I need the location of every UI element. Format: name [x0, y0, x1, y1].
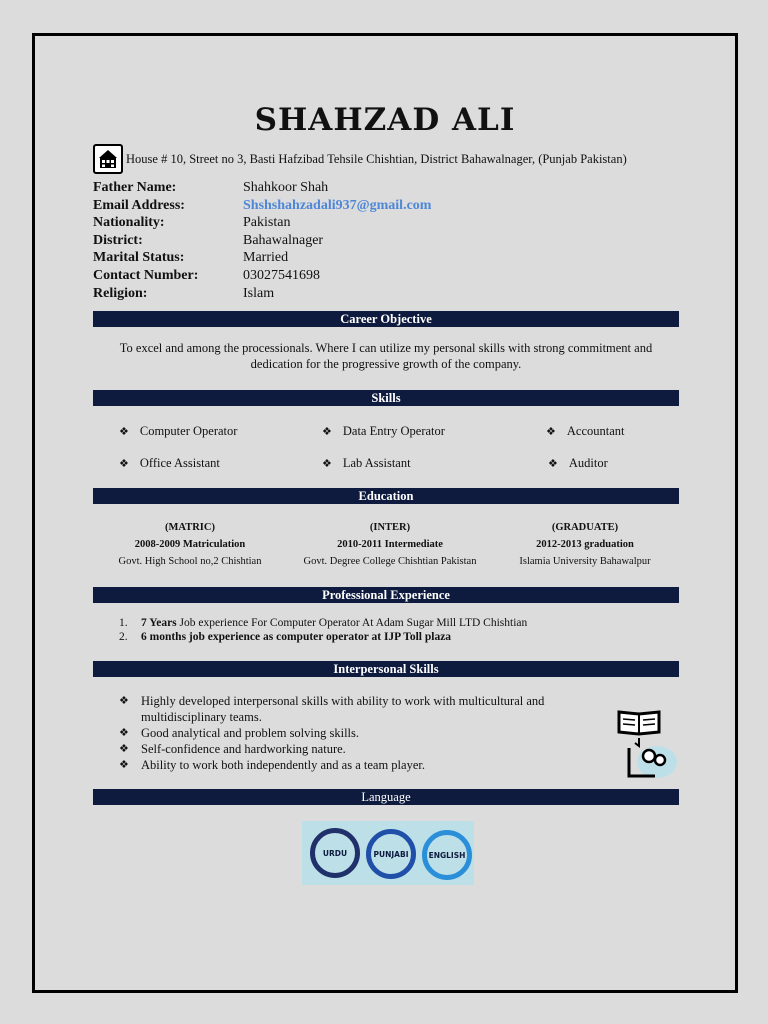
education-level: (MATRIC) — [165, 522, 215, 533]
experience-bold: 6 months job experience as computer operator at IJP Toll plaza — [141, 631, 452, 643]
candidate-name: SHAHZAD ALI — [254, 102, 516, 138]
education-entry — [490, 519, 680, 570]
info-value: Shahkoor Shah — [243, 180, 329, 195]
language-circle — [310, 828, 360, 878]
skill-item — [322, 456, 411, 471]
language-circle — [366, 829, 416, 879]
experience-item — [119, 617, 527, 629]
info-row-religion — [93, 285, 431, 303]
info-label: Marital Status: — [93, 250, 185, 266]
objective-text: To excel and among the processionals. Where I can utilize my personal skills with strong commitment and dedication for the progressive growth of the company. — [119, 341, 653, 371]
info-row-marital — [93, 249, 431, 267]
list-number: 2. — [119, 631, 128, 643]
experience-heading: Professional Experience — [93, 587, 679, 603]
education-entry — [95, 519, 285, 570]
bullet-icon: ❖ — [322, 426, 332, 438]
education-institute: Islamia University Bahawalpur — [519, 556, 651, 567]
skill-item — [548, 456, 608, 471]
language-label: URDU — [322, 848, 348, 858]
experience-text: Job experience For Computer Operator At Adam Sugar Mill LTD Chishtian — [176, 617, 528, 629]
skill-label: Auditor — [568, 456, 608, 470]
house-icon — [93, 144, 123, 174]
info-label: Religion: — [93, 285, 148, 301]
book-gear-icon — [615, 708, 679, 789]
info-value: Married — [243, 250, 289, 266]
bullet-icon: ❖ — [546, 426, 556, 438]
education-level: (INTER) — [369, 522, 411, 533]
language-circle — [422, 830, 472, 880]
education-institute: Govt. High School no,2 Chishtian — [118, 556, 262, 567]
interpersonal-item — [119, 693, 589, 725]
language-heading: Language — [93, 789, 679, 805]
experience-item — [119, 631, 451, 643]
interpersonal-text: Ability to work both independently and as a team player. — [141, 758, 425, 772]
skills-heading: Skills — [93, 390, 679, 406]
bullet-icon: ❖ — [119, 727, 129, 739]
experience-bold: 7 Years — [141, 617, 177, 629]
bullet-icon: ❖ — [548, 458, 558, 470]
info-label: Contact Number: — [93, 267, 199, 283]
education-institute: Govt. Degree College Chishtian Pakistan — [303, 556, 477, 567]
interpersonal-text: Self-confidence and hardworking nature. — [141, 742, 346, 756]
info-row-district — [93, 232, 431, 250]
education-degree: 2012-2013 graduation — [536, 539, 634, 550]
info-value: Pakistan — [243, 215, 291, 231]
info-value: 03027541698 — [243, 267, 320, 283]
resume-page — [32, 33, 738, 993]
bullet-icon: ❖ — [119, 759, 129, 771]
bullet-icon: ❖ — [322, 458, 332, 470]
interpersonal-item — [119, 757, 589, 773]
info-value: Bahawalnager — [243, 232, 324, 248]
list-number: 1. — [119, 617, 128, 629]
info-row-father — [93, 179, 431, 197]
skill-item — [119, 456, 220, 471]
info-label: Nationality: — [93, 215, 165, 231]
language-label: ENGLISH — [428, 850, 466, 860]
skill-item — [119, 424, 237, 439]
education-level: (GRADUATE) — [551, 522, 619, 533]
interpersonal-item — [119, 725, 589, 741]
skill-label: Office Assistant — [139, 456, 220, 470]
info-label: Email Address: — [93, 197, 185, 213]
info-row-contact — [93, 267, 431, 285]
bullet-icon: ❖ — [119, 426, 129, 438]
info-value: Islam — [243, 285, 275, 301]
language-panel — [302, 821, 474, 885]
skill-label: Computer Operator — [139, 424, 238, 438]
language-label: PUNJABI — [373, 849, 409, 859]
email-link[interactable]: Shshshahzadali937@gmail.com — [243, 197, 432, 213]
address-text: House # 10, Street no 3, Basti Hafzibad Tehsile Chishtian, District Bahawalnager, (Punjab Pakistan) — [126, 151, 627, 166]
info-row-nationality — [93, 214, 431, 232]
education-entry — [295, 519, 485, 570]
interpersonal-heading: Interpersonal Skills — [93, 661, 679, 677]
info-label: Father Name: — [93, 180, 177, 195]
interpersonal-text: Highly developed interpersonal skills with ability to work with multicultural and multidisciplinary teams. — [141, 694, 545, 724]
skill-label: Accountant — [566, 424, 625, 438]
bullet-icon: ❖ — [119, 743, 129, 755]
skill-item — [322, 424, 445, 439]
bullet-icon: ❖ — [119, 458, 129, 470]
bullet-icon: ❖ — [119, 695, 129, 707]
career-objective-heading: Career Objective — [93, 311, 679, 327]
personal-info — [93, 179, 431, 302]
skill-label: Lab Assistant — [342, 456, 411, 470]
interpersonal-item — [119, 741, 589, 757]
education-degree: 2008-2009 Matriculation — [134, 539, 246, 550]
education-degree: 2010-2011 Intermediate — [337, 539, 443, 550]
education-heading: Education — [93, 488, 679, 504]
skill-item — [546, 424, 625, 439]
interpersonal-text: Good analytical and problem solving skills. — [141, 726, 360, 740]
info-row-email — [93, 197, 431, 215]
address-row — [93, 144, 627, 174]
skill-label: Data Entry Operator — [342, 424, 445, 438]
info-label: District: — [93, 232, 143, 248]
